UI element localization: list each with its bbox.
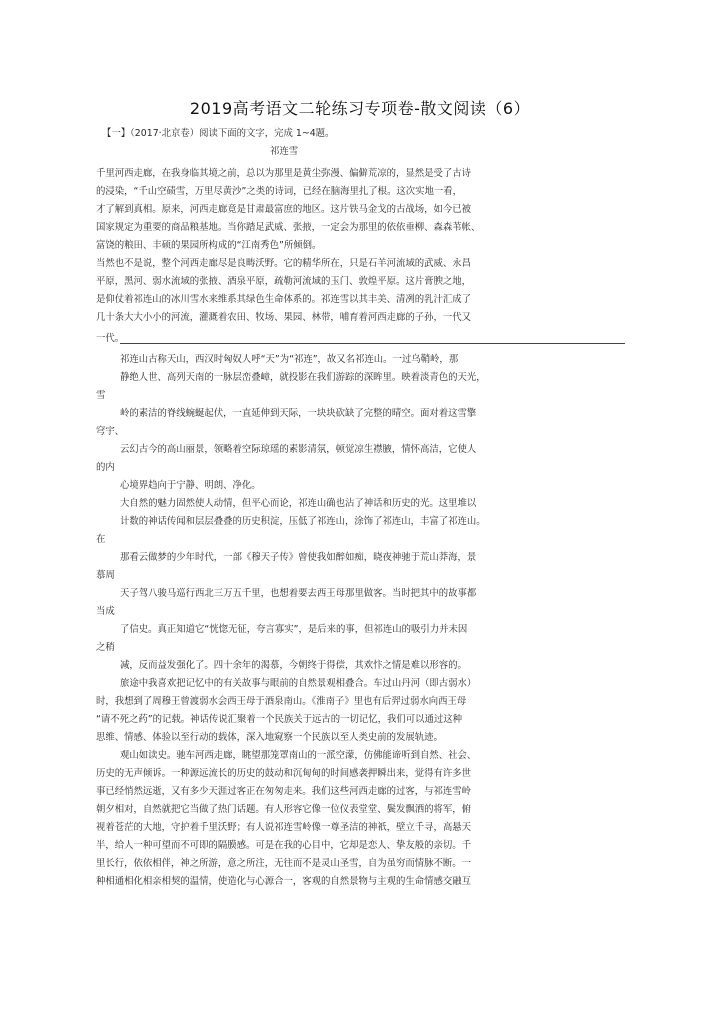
text-line: 天子驾八骏马巡行西北三万五千里，也想着要去西王母那里做客。当时把其中的故事都 [120, 588, 477, 599]
text-line: 一代。 [96, 333, 125, 344]
text-line: 当成 [96, 606, 115, 617]
text-line: 平原，黑河、弱水流域的张掖、酒泉平原，疏勒河流域的玉门、敦煌平原。这片膏腴之地， [96, 276, 472, 287]
text-line: 富饶的粮田、丰硕的果园所构成的“江南秀色”所倾倒。 [96, 240, 322, 251]
text-line: 心境界趋向于宁静、明朗、净化。 [120, 480, 261, 491]
text-line: 静绝人世、高列天南的一脉层峦叠嶂，就投影在我们游踪的深眸里。映着淡青色的天光， [120, 372, 486, 383]
text-line: 事已经悄然远逝，又有多少天涯过客正在匆匆走来。我们这些河西走廊的过客，与祁连雪岭 [96, 786, 472, 797]
text-line: 祁连山古称天山，西汉时匈奴人呼“天”为“祁连”，故又名祁连山。一过乌鞘岭，那 [120, 354, 459, 365]
text-line: 几十条大大小小的河流，灌溉着农田、牧场、果园、林带，哺育着河西走廊的子孙，一代又 [96, 312, 472, 323]
text-line: 半，给人一种可望而不可即的隔膜感。可是在我的心目中，它却是恋人、挚友般的亲切。千 [96, 840, 472, 851]
text-line: 种相通相化相亲相契的温情，使造化与心源合一，客观的自然景物与主观的生命情感交融互 [96, 876, 472, 887]
text-line: 的浸染，“千山空碛雪，万里尽黄沙”之类的诗词，已经在脑海里扎了根。这次实地一看， [96, 186, 462, 197]
text-line: 的内 [96, 462, 115, 473]
text-line: 里长行，依依相伴，神之所游，意之所注，无往而不是灵山圣雪，自为虽穷而情脉不断。一 [96, 858, 472, 869]
text-line: 那看云做梦的少年时代，一部《穆天子传》曾使我如醉如痴，晓夜神驰于荒山莽海，景 [120, 552, 477, 563]
text-line: 千里河西走廊，在我身临其境之前，总以为那里是黄尘弥漫、偏僻荒凉的，显然是受了古诗 [96, 168, 472, 179]
text-line: 云幻古今的高山丽景，领略着空际琼瑶的素影清氛，顿觉凉生襟腋，情怀高洁，它使人 [120, 444, 477, 455]
text-line: 了信史。真正知道它“恍惚无征，夸言寡实”，是后来的事，但祁连山的吸引力并未因 [120, 624, 468, 635]
text-line: 历史的无声倾诉。一种源远流长的历史的鼓动和沉甸甸的时间感袭押瞬出来，觉得有许多世 [96, 768, 472, 779]
text-line: 视着苍茫的大地，守护着千里沃野；有人说祁连雪岭像一尊圣洁的神祇，壁立千寻，高悬天 [96, 822, 472, 833]
text-line: 减，反而益发强化了。四十余年的渴慕，今朝终于得偿，其欢忭之情是难以形容的。 [120, 660, 467, 671]
text-line: 时，我想到了周穆王曾渡弱水会西王母于酒泉南山。《淮南子》里也有后羿过弱水向西王母 [96, 696, 467, 707]
text-line: 旅途中我喜欢把记忆中的有关故事与眼前的自然景观相叠合。车过山丹河（即古弱水） [120, 678, 477, 689]
text-line: 之稍 [96, 642, 115, 653]
text-line: 慕周 [96, 570, 115, 581]
text-line: 国家规定为重要的商品粮基地。当你踏足武威、张掖，一定会为那里的依依垂柳、森森苇帐、 [96, 222, 481, 233]
question-header: 【一】（2017·北京卷）阅读下面的文字，完成 1~4题。 [102, 128, 335, 139]
text-line: 思维、情感、体验以至行动的载体，深入地窥察一个民族以至人类史前的发展轨迹。 [96, 732, 443, 743]
text-line: 观山如读史。驰车河西走廊，眺望那笼罩南山的一派空濛，仿佛能谛听到自然、社会、 [120, 750, 477, 761]
text-line: 才了解到真相。原来，河西走廊竟是甘肃最富庶的地区。这片铁马金戈的古战场，如今已被 [96, 204, 472, 215]
passage-title: 祁连雪 [270, 146, 299, 157]
text-line: 是仰仗着祁连山的冰川雪水来维系其绿色生命体系的。祁连雪以其丰美、清冽的乳汁汇成了 [96, 294, 472, 305]
text-line: 计数的神话传闻和层层叠叠的历史积淀，压低了祁连山，涂饰了祁连山，丰富了祁连山。 [120, 516, 486, 527]
page-title: 2019高考语文二轮练习专项卷-散文阅读（6） [189, 99, 531, 118]
text-line: 在 [96, 534, 106, 545]
text-line: 雪 [96, 390, 106, 401]
text-line: “请不死之药”的记载。神话传说汇聚着一个民族关于远古的一切记忆，我们可以通过这种 [96, 714, 462, 725]
text-line: 当然也不是说，整个河西走廊尽是良畴沃野。它的精华所在，只是石羊河流域的武威、永昌 [96, 258, 472, 269]
text-line: 岭的素洁的脊线蜿蜒起伏，一直延伸到天际，一块块砍缺了完整的晴空。面对着这雪擎 [120, 408, 477, 419]
underline-rule [120, 343, 625, 344]
text-line: 穹宇、 [96, 426, 125, 437]
text-line: 大自然的魅力固然使人动情，但平心而论，祁连山确也沾了神话和历史的光。这里堆以 [120, 498, 477, 509]
text-line: 朝夕相对，自然就把它当做了热门话题。有人形容它像一位仪表堂堂、鬓发飘洒的将军，俯 [96, 804, 472, 815]
